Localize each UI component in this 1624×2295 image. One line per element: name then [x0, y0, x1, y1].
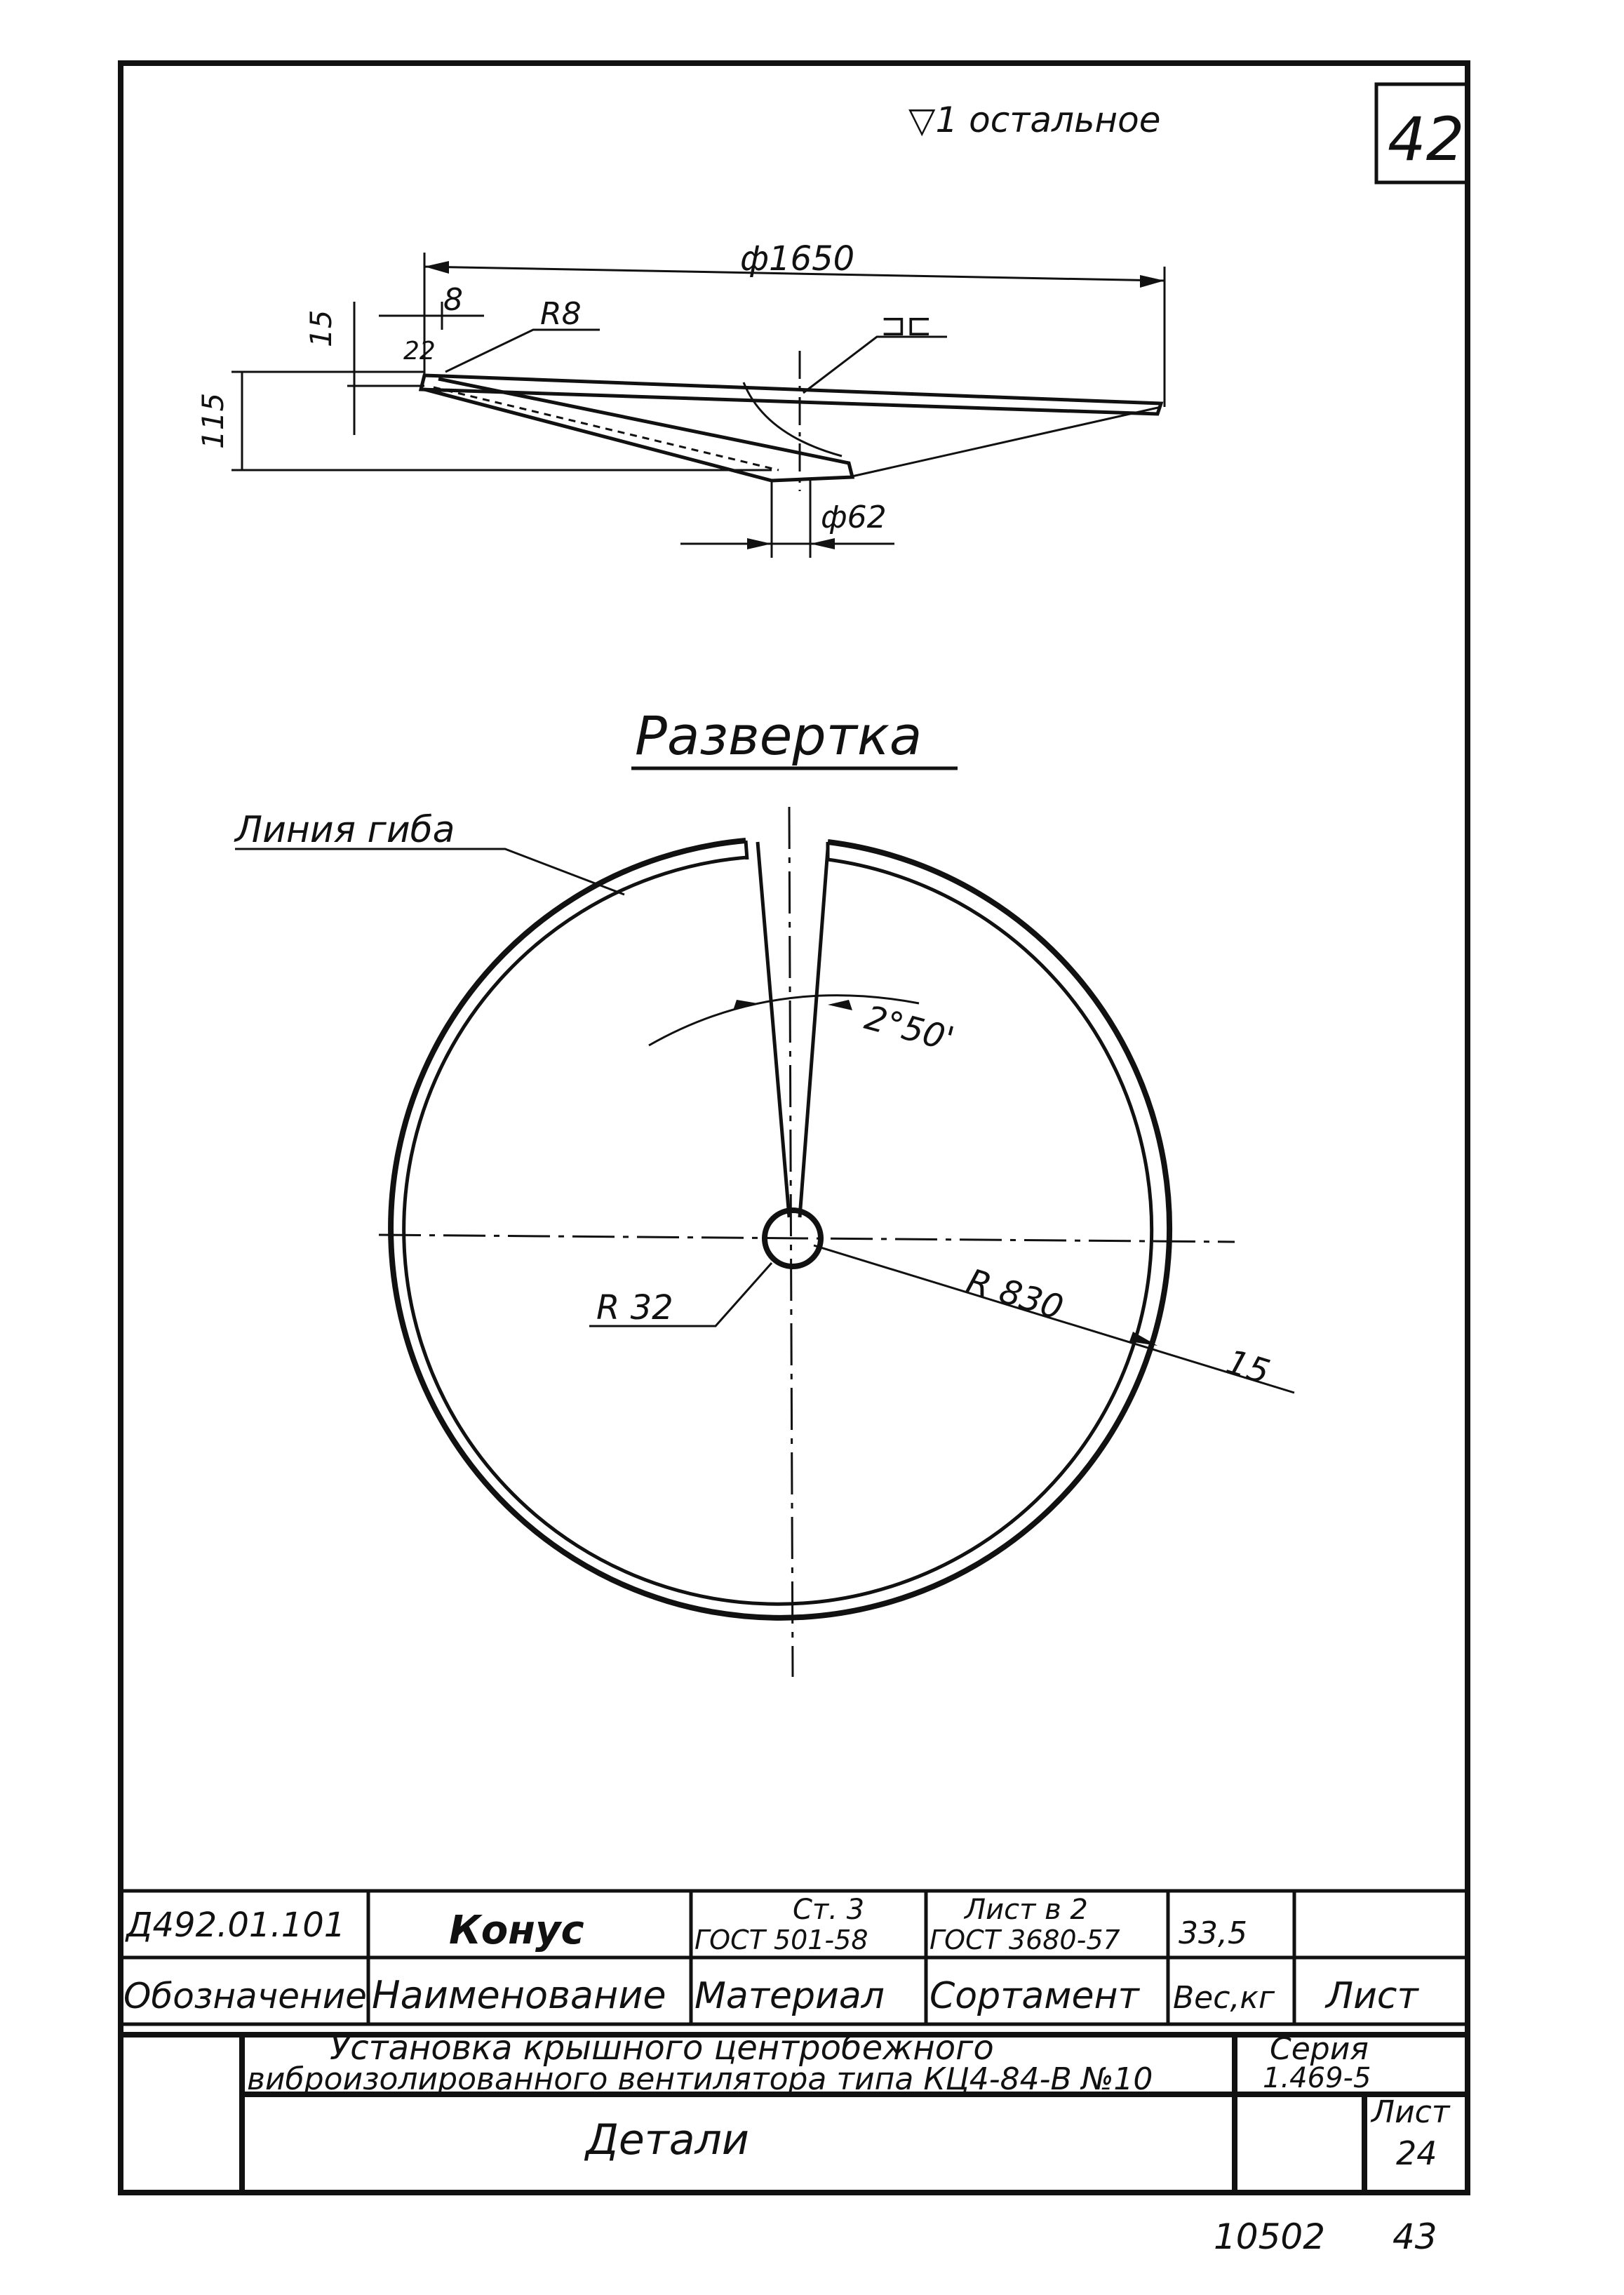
- center-line-vertical: [789, 807, 793, 1677]
- dim-left-height-label: 15: [304, 309, 338, 347]
- assortment-line2: ГОСТ 3680-57: [930, 1925, 1120, 1955]
- dim-bottom-arrow-r: [810, 538, 835, 549]
- dim-bottom-arrow-l: [747, 538, 772, 549]
- header-name: Наименование: [372, 1973, 666, 2017]
- radius-leader: [445, 330, 600, 372]
- wedge-slit: [758, 842, 828, 1217]
- series-label: Серия: [1270, 2031, 1369, 2067]
- title-line2: виброизолированного вентилятора типа КЦ4-84-В №10: [247, 2061, 1153, 2097]
- dim-width-line: [379, 302, 484, 330]
- cone-wall: [424, 379, 852, 481]
- dim-small-label: 22: [403, 337, 436, 366]
- flange-plate: [421, 375, 1161, 414]
- header-material: Материал: [694, 1975, 885, 2017]
- dim-width-label: 8: [443, 282, 463, 318]
- notch-left-end: [746, 841, 747, 859]
- development-title: Развертка: [635, 704, 922, 767]
- material-line2: ГОСТ 501-58: [694, 1925, 868, 1955]
- header-assortment: Сортамент: [930, 1975, 1139, 2017]
- dim-left-height-line: [347, 302, 424, 435]
- title-block: [121, 2028, 1468, 2193]
- dim-arrow-right: [1140, 275, 1165, 288]
- dim-bottom-diameter-label: ф62: [821, 500, 887, 535]
- rim-label: 15: [1221, 1341, 1275, 1393]
- outer-radius-label: R 830: [962, 1261, 1068, 1328]
- assortment-line1: Лист в 2: [965, 1894, 1088, 1926]
- spec-table: [121, 1891, 1468, 2024]
- angle-arrow-r: [828, 1000, 852, 1010]
- weld-symbol: ⊐⊏: [880, 307, 932, 343]
- footer-archive-number: 10502: [1214, 2216, 1326, 2257]
- dim-diameter-label: ф1650: [740, 239, 855, 279]
- header-sheet: Лист: [1326, 1975, 1418, 2017]
- dim-radius-label: R8: [540, 296, 582, 332]
- sheet-frame: [121, 63, 1468, 2193]
- series-value: 1.469-5: [1263, 2062, 1371, 2094]
- bend-line-circle: [404, 857, 1152, 1604]
- bottom-hole: [772, 481, 810, 558]
- sheet-number: 24: [1396, 2134, 1437, 2172]
- footer-page-number: 43: [1393, 2216, 1437, 2257]
- subtitle: Детали: [586, 2115, 749, 2164]
- title-line1: Установка крышного центробежного: [330, 2028, 994, 2068]
- header-weight: Вес,кг: [1173, 1980, 1275, 2016]
- corner-number: 42: [1388, 105, 1465, 175]
- header-designation: Обозначение: [123, 1976, 367, 2016]
- outer-circle: [391, 841, 1169, 1618]
- development-view: [234, 704, 1294, 1677]
- dim-arrow-left: [424, 261, 449, 274]
- angle-label: 2°50': [860, 998, 958, 1059]
- sheet-label: Лист: [1371, 2094, 1450, 2130]
- weight-value: 33,5: [1179, 1915, 1247, 1951]
- cone-section-view: [196, 239, 1165, 558]
- inner-radius-label: R 32: [596, 1288, 673, 1327]
- bend-line-label: Линия гиба: [235, 809, 455, 851]
- surface-roughness-note: ▽1 остальное: [908, 100, 1161, 140]
- designation-value: Д492.01.101: [126, 1906, 346, 1945]
- bend-line-leader: [235, 849, 624, 895]
- cone-right-outline: [849, 407, 1161, 477]
- material-line1: Ст. 3: [793, 1894, 865, 1926]
- weld-leader: [803, 337, 947, 393]
- name-value: Конус: [449, 1908, 584, 1953]
- center-line-horizontal: [379, 1235, 1235, 1242]
- dim-total-height-label: 115: [196, 392, 230, 449]
